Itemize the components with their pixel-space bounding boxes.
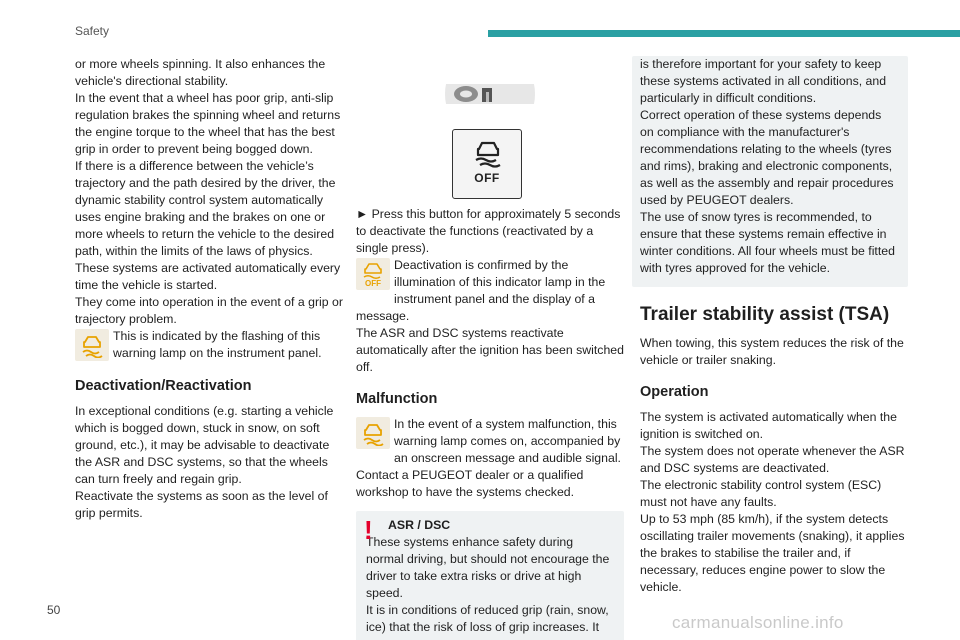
skid-off-button-icon — [470, 138, 506, 168]
note-title: ASR / DSC — [388, 518, 451, 532]
button-off-label: OFF — [474, 171, 500, 185]
header-accent-bar — [488, 30, 960, 37]
paragraph: The system does not operate whenever the ASR and DSC systems are deactivated. — [640, 444, 905, 475]
skid-warning-icon — [356, 417, 390, 449]
paragraph: Up to 53 mph (85 km/h), if the system detects oscillating trailer movements (snaking), it applies the brakes to stabilise the trailer and, if necessary, reduces engine power to slow the vehicle. — [640, 512, 905, 594]
caution-note-continued — [632, 56, 908, 287]
paragraph: This is indicated by the flashing of this warning lamp on the instrument panel. — [113, 329, 322, 360]
column-1 — [75, 56, 343, 522]
section-heading: Operation — [640, 384, 709, 400]
paragraph: The system is activated automatically when the ignition is switched on. — [640, 410, 897, 441]
paragraph: They come into operation in the event of a grip or trajectory problem. — [75, 295, 343, 326]
column-2 — [356, 56, 624, 640]
paragraph: The ASR and DSC systems reactivate automatically after the ignition has been switched off. — [356, 326, 624, 374]
malfunction-lamp-row — [356, 416, 624, 467]
column-3 — [640, 56, 908, 596]
note-paragraph: It is in conditions of reduced grip (rain, snow, ice) that the risk of loss of grip increases. It — [366, 603, 609, 634]
warning-lamp-row — [75, 328, 343, 363]
note-paragraph: Correct operation of these systems depends on compliance with the manufacturer's recommendations relating to the wheels (tyres and rims), braking and electronic components, as well as the assembly and repair procedures used by PEUGEOT dealers. — [640, 108, 894, 207]
note-paragraph: The use of snow tyres is recommended, to ensure that these systems remain effective in winter conditions. All four wheels must be fitted with tyres approved for the vehicle. — [640, 210, 895, 275]
figure — [356, 56, 624, 206]
caution-note — [356, 511, 624, 640]
paragraph: Reactivate the systems as soon as the level of grip permits. — [75, 489, 328, 520]
paragraph: ► Press this button for approximately 5 seconds to deactivate the functions (reactivated by a single press). — [356, 207, 621, 255]
note-paragraph: is therefore important for your safety to keep these systems activated in all conditions, and particularly in difficult conditions. — [640, 57, 887, 105]
skid-off-indicator-icon — [356, 258, 390, 290]
paragraph: Deactivation is confirmed by the illumination of this indicator lamp in the instrument panel and the display of a message. — [356, 258, 606, 323]
paragraph: When towing, this system reduces the risk of the vehicle or trailer snaking. — [640, 336, 904, 367]
paragraph: The electronic stability control system (ESC) must not have any faults. — [640, 478, 882, 509]
paragraph: or more wheels spinning. It also enhances the vehicle's directional stability. — [75, 57, 326, 88]
svg-text:OFF: OFF — [365, 279, 381, 287]
paragraph: If there is a difference between the vehicle’s trajectory and the path desired by the driver, the dynamic stability control system automatically uses engine braking and the brakes on one or more wheels to return the vehicle to the desired path, within the limits of the laws of physics. — [75, 159, 336, 258]
dashboard-steering-icon — [442, 80, 538, 108]
skid-warning-icon — [75, 329, 109, 361]
paragraph: Contact a PEUGEOT dealer or a qualified workshop to have the systems checked. — [356, 468, 584, 499]
section-heading: Malfunction — [356, 391, 438, 407]
paragraph: In the event that a wheel has poor grip, anti-slip regulation brakes the spinning wheel and returns the engine torque to the wheel that has the best grip in order to prevent being bogged down. — [75, 91, 341, 156]
note-paragraph: These systems enhance safety during normal driving, but should not encourage the driver to take extra risks or drive at high speed. — [366, 535, 610, 600]
section-title: Trailer stability assist (TSA) — [640, 304, 890, 325]
section-heading: Deactivation/Reactivation — [75, 378, 252, 394]
exclamation-icon: ! — [364, 515, 373, 545]
paragraph: In exceptional conditions (e.g. starting a vehicle which is bogged down, stuck in snow, on soft ground, etc.), it may be advisable to deactivate the ASR and DSC systems, so that the wheels can turn freely and regain grip. — [75, 404, 334, 486]
skid-off-button — [452, 129, 522, 199]
paragraph: These systems are activated automatically every time the vehicle is started. — [75, 261, 341, 292]
indicator-lamp-row — [356, 257, 624, 325]
watermark: carmanualsonline.info — [672, 613, 844, 632]
page-number: 50 — [47, 603, 61, 617]
paragraph: In the event of a system malfunction, this warning lamp comes on, accompanied by an onscreen message and audible signal. — [394, 417, 621, 465]
header-section-title: Safety — [75, 24, 110, 38]
